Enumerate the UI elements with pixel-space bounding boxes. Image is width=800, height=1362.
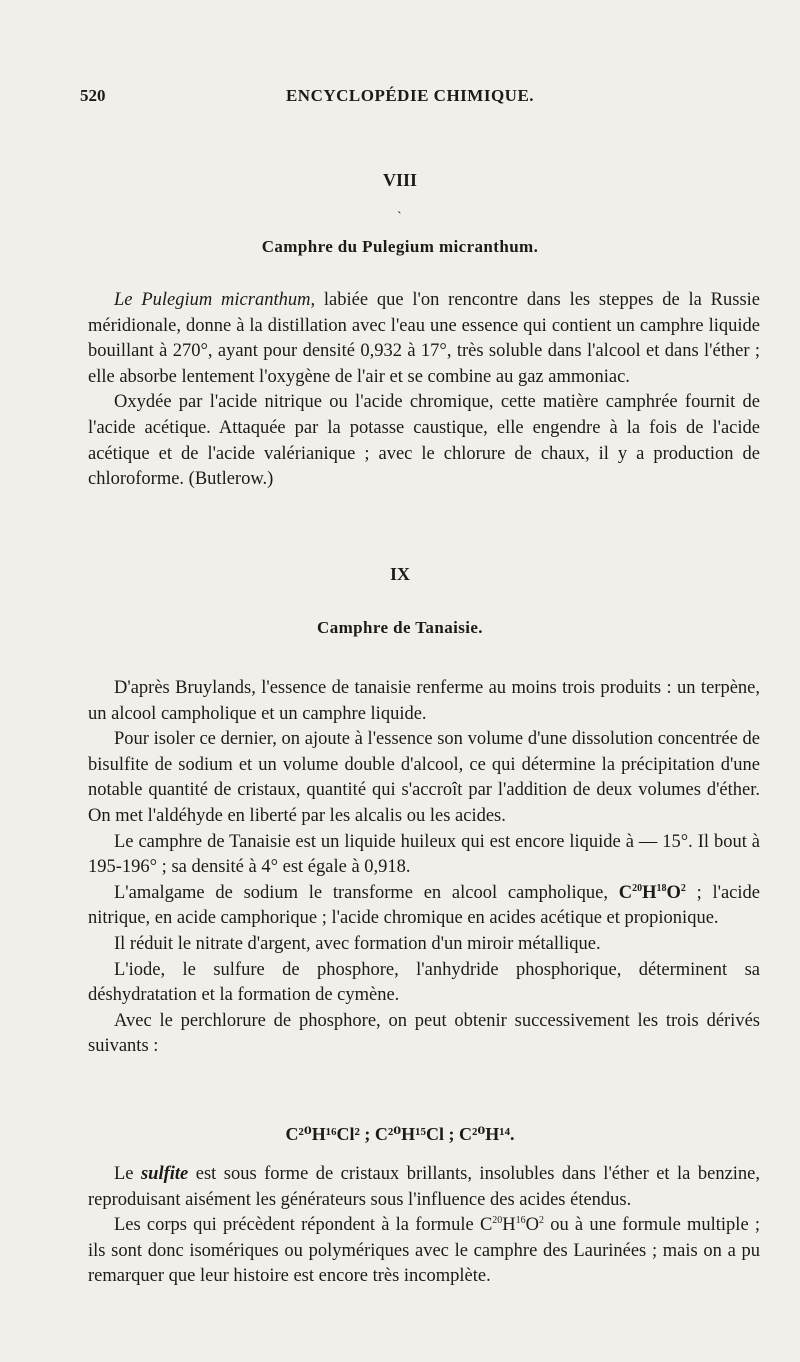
paragraph	[88, 1162, 760, 1213]
term-sulfite: sulfite	[140, 1164, 189, 1184]
section-title-viii: Camphre du Pulegium micranthum.	[261, 237, 539, 256]
page-header	[80, 86, 740, 110]
paragraph: D'après Bruylands, l'essence de tanaisie renferme au moins trois produits : un terpène, un alcool campholique et un camphre liquide.	[88, 678, 760, 724]
section-viii-text	[88, 288, 760, 493]
paragraph-text: Les corps qui précèdent répondent à la formule	[114, 1215, 480, 1236]
paragraph: Les corps qui précèdent répondent à la formule $C^{20}H^{16}O^2$ ou à une formule multiple ; ils sont donc isomériques ou polymériques avec le camphre des Laurinées ; mais on a pu remarquer que leur histoire est encore très incomplète.	[88, 1215, 760, 1287]
paragraph-text: ; l'acide nitrique, en acide camphorique ; l'acide chromique en acides acétique et propionique.	[88, 882, 760, 929]
section-title-ix: Camphre de Tanaisie.	[317, 618, 483, 637]
paragraph-text: L'amalgame de sodium le transforme en alcool campholique,	[114, 882, 619, 903]
section-number-viii: VIII	[382, 170, 417, 190]
species-name: Le Pulegium micranthum,	[114, 290, 316, 310]
paragraph: L'iode, le sulfure de phosphore, l'anhydride phosphorique, déterminent sa déshydratation et la formation de cymène.	[88, 959, 760, 1006]
section-ix-text	[88, 676, 760, 1060]
running-title: ENCYCLOPÉDIE CHIMIQUE.	[285, 86, 535, 105]
paragraph: Oxydée par l'acide nitrique ou l'acide chromique, cette matière camphrée fournit de l'acide acétique. Attaquée par la potasse caustique, elle engendre à la fois de l'acide acétique et de l'acide valérianique ; avec le chlorure de chaux, il y a production de chloroforme. (Butlerow.)	[88, 392, 760, 490]
paragraph: Il réduit le nitrate d'argent, avec formation d'un miroir métallique.	[114, 933, 601, 954]
paragraph-text: est sous forme de cristaux brillants, insolubles dans l'éther et la benzine, reproduisant aisément les générateurs sous l'influence des acides étendus.	[88, 1164, 760, 1210]
paragraph	[88, 881, 760, 932]
derivatives-formula: C²⁰H¹⁶Cl² ; C²⁰H¹⁵Cl ; C²⁰H¹⁴.	[285, 1124, 515, 1144]
paragraph	[88, 288, 760, 390]
paragraph: Le camphre de Tanaisie est un liquide huileux qui est encore liquide à — 15°. Il bout à 195-196° ; sa densité à 4° est égale à 0,918.	[88, 831, 760, 878]
section-number-ix: IX	[389, 564, 410, 584]
section-ix-text-continued	[88, 1162, 760, 1290]
paragraph-text: Le	[114, 1164, 141, 1184]
page-number: 520	[80, 86, 106, 105]
print-mark: `	[397, 210, 402, 225]
paragraph: Avec le perchlorure de phosphore, on peut obtenir successivement les trois dérivés suivants :	[88, 1010, 760, 1057]
paragraph-text: labiée que l'on rencontre dans les steppes de la Russie méridionale, donne à la distillation avec l'eau une essence qui contient un camphre liquide bouillant à 270°, ayant pour densité 0,932 à 17°, très soluble dans l'alcool et dans l'éther ; elle absorbe lentement l'oxygène de l'air et se combine au gaz ammoniac.	[88, 290, 760, 387]
paragraph: Pour isoler ce dernier, on ajoute à l'essence son volume d'une dissolution concentrée de bisulfite de sodium et un volume double d'alcool, ce qui détermine la précipitation d'une notable quantité de cristaux, quantité qui s'accroît par l'addition de deux volumes d'éther. On met l'aldéhyde en liberté par les alcalis ou les acides.	[88, 729, 760, 826]
paragraph-text: ou à une formule multiple ; ils sont donc isomériques ou polymériques avec le camphre des Laurinées ; mais on a pu remarquer que leur histoire est encore très incomplète.	[88, 1215, 760, 1287]
formula-alcool-campholique: $C^{20}H^{18}O^2$	[618, 882, 686, 903]
